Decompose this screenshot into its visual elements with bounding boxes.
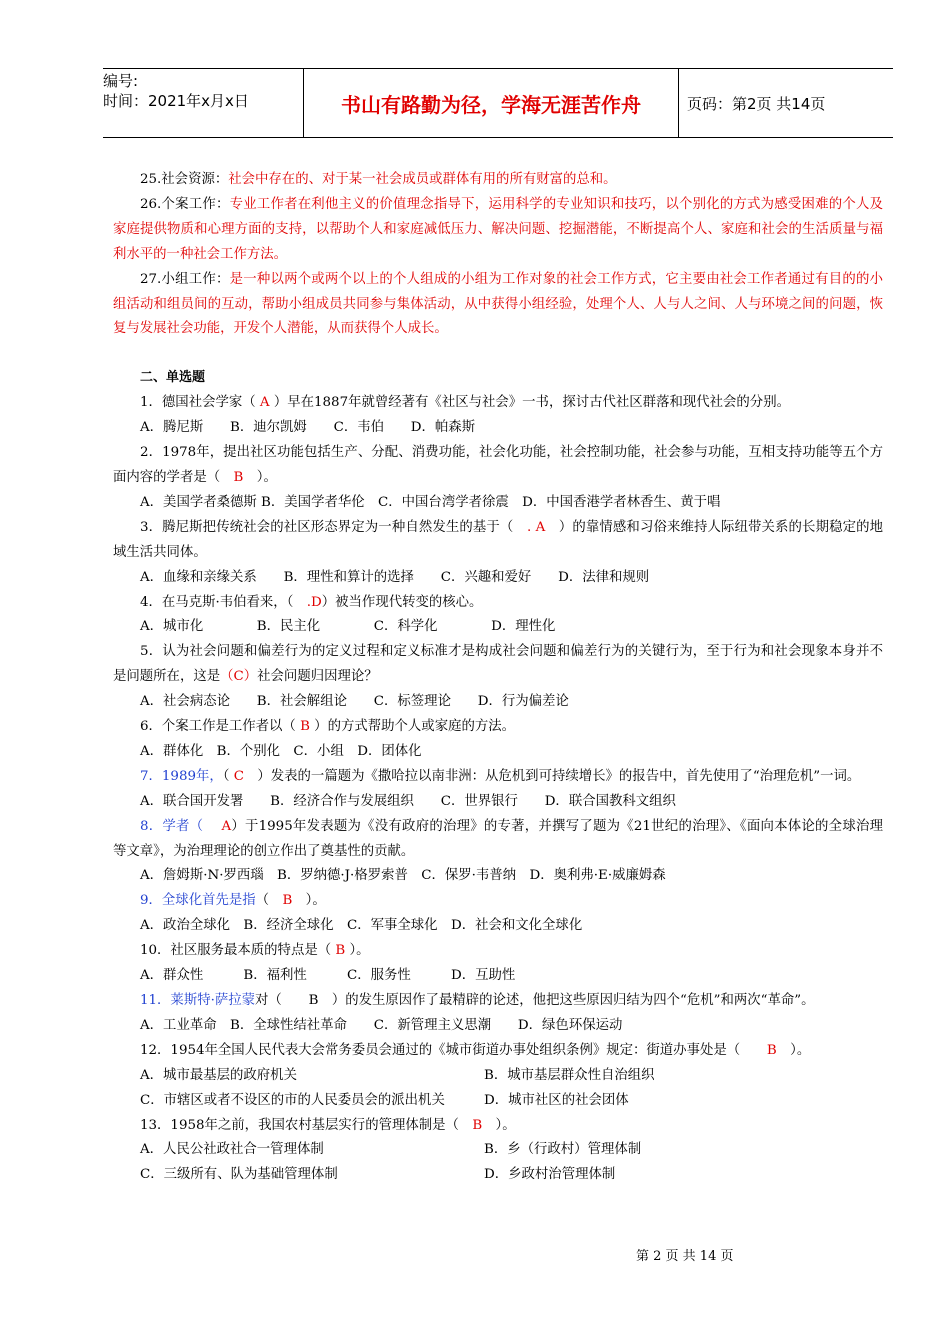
question-3 [113, 516, 883, 566]
section-title: 二、单选题 [140, 370, 206, 386]
question-9 [113, 889, 883, 914]
question-7 [113, 765, 883, 790]
motto: 书山有路勤为径，学海无涯苦作舟 [303, 69, 679, 137]
q-text: 12．1954年全国人民代表大会常务委员会通过的《城市街道办事处组织条例》规定：街道办事处是（ [140, 1042, 767, 1058]
time-label: 时间：2021年x月x日 [103, 92, 249, 110]
q-text: ）发表的一篇题为《撒哈拉以南非洲：从危机到可持续增长》的报告中，首先使用了“治理危机”一词。 [243, 768, 861, 784]
options-4: A．城市化 B．民主化 C．科学化 D．理性化 [140, 619, 556, 635]
q-text: 13．1958年之前，我国农村基层实行的管理体制是（ [140, 1117, 473, 1133]
page-header [103, 68, 893, 138]
answer: B [335, 943, 346, 959]
option: D．城市社区的社会团体 [484, 1092, 629, 1108]
q-text: ）。 [292, 893, 326, 909]
q-lead: 9．全球化首先是指 [140, 893, 256, 909]
option: B．乡（行政村）管理体制 [484, 1142, 642, 1158]
option: D．乡政村治管理体制 [484, 1167, 616, 1183]
answer: B [308, 993, 319, 1008]
answer: .D [306, 594, 322, 610]
options-7: A．联合国开发署 B．经济合作与发展组织 C．世界银行 D．联合国教科文组织 [140, 793, 676, 809]
question-6 [113, 715, 883, 740]
q-text: ）早在1887年就曾经著有《社区与社会》一书，探讨古代社区群落和现代社会的分别。 [269, 395, 790, 411]
document-body [113, 168, 883, 1188]
header-left-cell [103, 69, 303, 137]
q-text: 2．1978年，提出社区功能包括生产、分配、消费功能，社会化功能，社会控制功能，社会参与功能，互相支持功能等五个方面内容的学者是（ [113, 445, 883, 485]
question-11 [113, 989, 883, 1014]
definition-text: 专业工作者在利他主义的价值理念指导下，运用科学的专业知识和技巧，以个别化的方式为感受困难的个人及家庭提供物质和心理方面的支持，以帮助个人和家庭减低压力、解决问题、挖掘潜能，不断提高个人、家庭和社会的生活质量与福利水平的一种社会工作方法。 [113, 196, 883, 262]
q-text: ）的靠情感和习俗来维持人际纽带关系的长期稳定的地域生活共同体。 [113, 519, 884, 560]
options-12-row1 [113, 1064, 883, 1089]
question-8 [113, 815, 883, 865]
q-text: ）于1995年发表题为《没有政府的治理》的专著，并撰写了题为《21世纪的治理》、《面向本体论的全球治理等文章》，为治理理论的创立作出了奠基性的贡献。 [113, 818, 883, 859]
q-text: 4．在马克斯·韦伯看来，（ [140, 594, 307, 610]
option: C．市辖区或者不设区的市的人民委员会的派出机关 [140, 1092, 445, 1108]
q-text: ）的方式帮助个人或家庭的方法。 [309, 719, 516, 735]
term: 26.个案工作： [140, 196, 230, 212]
q-text: ）被当作现代转变的核心。 [321, 594, 483, 610]
answer: B [233, 469, 244, 485]
definition-text: 是一种以两个或两个以上的个人组成的小组为工作对象的社会工作方式，它主要由社会工作者通过有目的的小组活动和组员间的互动，帮助小组成员共同参与集体活动，从中获得小组经验，处理个人、人与人之间、人与环境之间的问题，恢复与发展社会功能，开发个人潜能，从而获得个人成长。 [113, 271, 883, 337]
q-text: ）。 [243, 469, 277, 485]
option: C．三级所有、队为基础管理体制 [140, 1167, 338, 1183]
q-text: ）。 [776, 1042, 811, 1058]
option: A．城市最基层的政府机关 [140, 1067, 297, 1083]
page-code: 页码：第2页 共14页 [687, 95, 826, 113]
option: B．城市基层群众性自治组织 [484, 1067, 655, 1083]
options-10: A．群众性 B．福利性 C．服务性 D．互助性 [140, 968, 516, 984]
term: 27.小组工作： [140, 271, 230, 287]
q-text: 社会问题归因理论？ [257, 669, 378, 685]
q-text: ）。 [482, 1117, 516, 1133]
q-text: 对（ [255, 993, 309, 1008]
term: 25.社会资源： [140, 172, 229, 187]
options-11: A．工业革命 B．全球性结社革命 C．新管理主义思潮 D．绿色环保运动 [140, 1017, 623, 1033]
answer: B [766, 1042, 777, 1058]
definition-26 [113, 193, 883, 268]
options-13-row1 [113, 1138, 883, 1163]
q-text: 10．社区服务最本质的特点是（ [140, 943, 336, 959]
question-10 [113, 939, 883, 964]
q-text: （ [255, 893, 283, 909]
answer: A [203, 818, 232, 834]
number-label: 编号: [103, 72, 139, 90]
q-text: ）的发生原因作了最精辟的论述，他把这些原因归结为四个“危机”和两次“革命”。 [318, 993, 815, 1008]
question-4 [113, 591, 883, 616]
q-text: ）。 [345, 943, 370, 959]
options-13-row2 [113, 1163, 883, 1188]
q-lead: 11．莱斯特·萨拉蒙 [140, 993, 256, 1008]
options-1: A．腾尼斯 B．迪尔凯姆 C．韦伯 D．帕森斯 [140, 420, 476, 436]
definition-text: 社会中存在的、对于某一社会成员或群体有用的所有财富的总和。 [228, 172, 617, 187]
answer: C [233, 768, 244, 784]
definition-25 [113, 168, 883, 193]
answer: B [472, 1117, 483, 1133]
options-8: A．詹姆斯·N·罗西瑙 B．罗纳德·J·格罗索普 C．保罗·韦普纳 D．奥利弗·E·威廉姆森 [140, 868, 666, 884]
q-lead: 7．1989年， [140, 768, 223, 784]
options-2: A．美国学者桑德斯 B．美国学者华伦 C．中国台湾学者徐震 D．中国香港学者林香生、黄于唱 [140, 494, 721, 510]
question-2 [113, 441, 883, 491]
option: A．人民公社政社合一管理体制 [140, 1142, 324, 1158]
q-text: 6．个案工作是工作者以（ [140, 719, 301, 735]
options-9: A．政治全球化 B．经济全球化 C．军事全球化 D．社会和文化全球化 [140, 918, 583, 934]
answer: （C） [220, 669, 258, 685]
question-12 [113, 1039, 883, 1064]
options-12-row2 [113, 1089, 883, 1114]
q-text: 3．腾尼斯把传统社会的社区形态界定为一种自然发生的基于（ [140, 519, 527, 535]
options-6: A．群体化 B．个别化 C．小组 D．团体化 [140, 743, 422, 759]
options-5: A．社会病态论 B．社会解组论 C．标签理论 D．行为偏差论 [140, 694, 569, 710]
q-text: 5．认为社会问题和偏差行为的定义过程和定义标准才是构成社会问题和偏差行为的关键行为，至于行为和社会现象本身并不是问题所在，这是 [113, 644, 883, 685]
answer: B [300, 719, 310, 735]
answer: A [259, 395, 270, 411]
definition-27 [113, 268, 883, 343]
q-lead: 8．学者（ [140, 818, 204, 834]
question-1 [113, 391, 883, 416]
page-footer: 第 2 页 共 14 页 [636, 1249, 734, 1264]
options-3: A．血缘和亲缘关系 B．理性和算计的选择 C．兴趣和爱好 D．法律和规则 [140, 569, 650, 585]
answer: B [282, 893, 293, 909]
q-text: （ [222, 768, 234, 784]
question-13 [113, 1114, 883, 1139]
answer: . A [526, 519, 546, 535]
q-text: 1．德国社会学家（ [140, 395, 260, 411]
question-5 [113, 640, 883, 690]
